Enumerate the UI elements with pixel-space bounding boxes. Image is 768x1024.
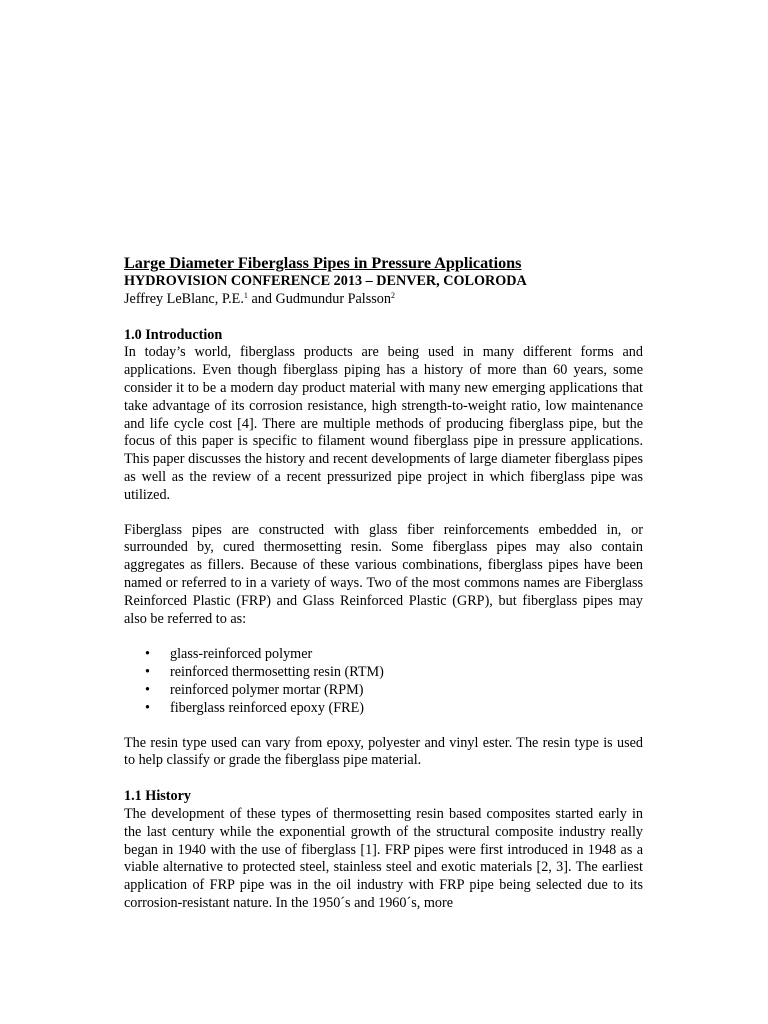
list-item xyxy=(124,646,643,664)
paper-body xyxy=(124,253,643,913)
bullet-icon: • xyxy=(145,646,150,663)
section-heading-history: 1.1 History xyxy=(124,788,191,805)
author-1-footnote-marker: 1 xyxy=(243,290,248,300)
list-item xyxy=(124,664,643,682)
author-2: and Gudmundur Palsson xyxy=(247,290,391,307)
list-item-text: reinforced thermosetting resin (RTM) xyxy=(170,664,384,681)
bullet-icon: • xyxy=(145,681,150,698)
authors-line xyxy=(124,291,643,309)
section-heading-introduction: 1.0 Introduction xyxy=(124,326,223,343)
conference-line: HYDROVISION CONFERENCE 2013 – DENVER, COLORODA xyxy=(124,273,527,289)
list-item-text: glass-reinforced polymer xyxy=(170,646,313,663)
list-item-text: reinforced polymer mortar (RPM) xyxy=(170,681,364,698)
list-item xyxy=(124,700,643,718)
pipe-names-list xyxy=(124,646,643,717)
intro-paragraph-1: In today’s world, fiberglass products are being used in many different forms and applications. Even though fiberglass piping has a history of more than 60 years, some consider it to be a modern day product material with many new emerging applications that take advantage of its corrosion resistance, high strength-to-weight ratio, low maintenance and life cycle cost [4]. There are multiple methods of producing fiberglass pipe, but the focus of this paper is specific to filament wound fiberglass pipe in pressure applications. This paper discusses the history and recent developments of large diameter fiberglass pipes as well as the review of a recent pressurized pipe project in which fiberglass pipe was utilized. xyxy=(124,344,643,503)
history-paragraph-1: The development of these types of thermosetting resin based composites started early in the last century while the exponential growth of the structural composite industry really began in 1940 with the use of fiberglass [1]. FRP pipes were first introduced in 1948 as a viable alternative to protected steel, stainless steel and exotic materials [2, 3]. The earliest application of FRP pipe was in the oil industry with FRP pipe being selected due to its corrosion-resistant nature. In the 1950´s and 1960´s, more xyxy=(124,805,643,911)
bullet-icon: • xyxy=(145,699,150,716)
bullet-icon: • xyxy=(145,664,150,681)
author-1: Jeffrey LeBlanc, P.E. xyxy=(124,290,244,307)
list-item xyxy=(124,682,643,700)
intro-paragraph-2: Fiberglass pipes are constructed with glass fiber reinforcements embedded in, or surrounded by, cured thermosetting resin. Some fiberglass pipes may also contain aggregates as fillers. Because of these various combinations, fiberglass pipes have been named or referred to in a variety of ways. Two of the most commons names are Fiberglass Reinforced Plastic (FRP) and Glass Reinforced Plastic (GRP), but fiberglass pipes may also be referred to as: xyxy=(124,521,643,627)
intro-paragraph-3: The resin type used can vary from epoxy, polyester and vinyl ester. The resin type is used to help classify or grade the fiberglass pipe material. xyxy=(124,734,643,769)
list-item-text: fiberglass reinforced epoxy (FRE) xyxy=(170,699,364,716)
author-2-footnote-marker: 2 xyxy=(390,290,395,300)
paper-title: Large Diameter Fiberglass Pipes in Pressure Applications xyxy=(124,254,522,272)
